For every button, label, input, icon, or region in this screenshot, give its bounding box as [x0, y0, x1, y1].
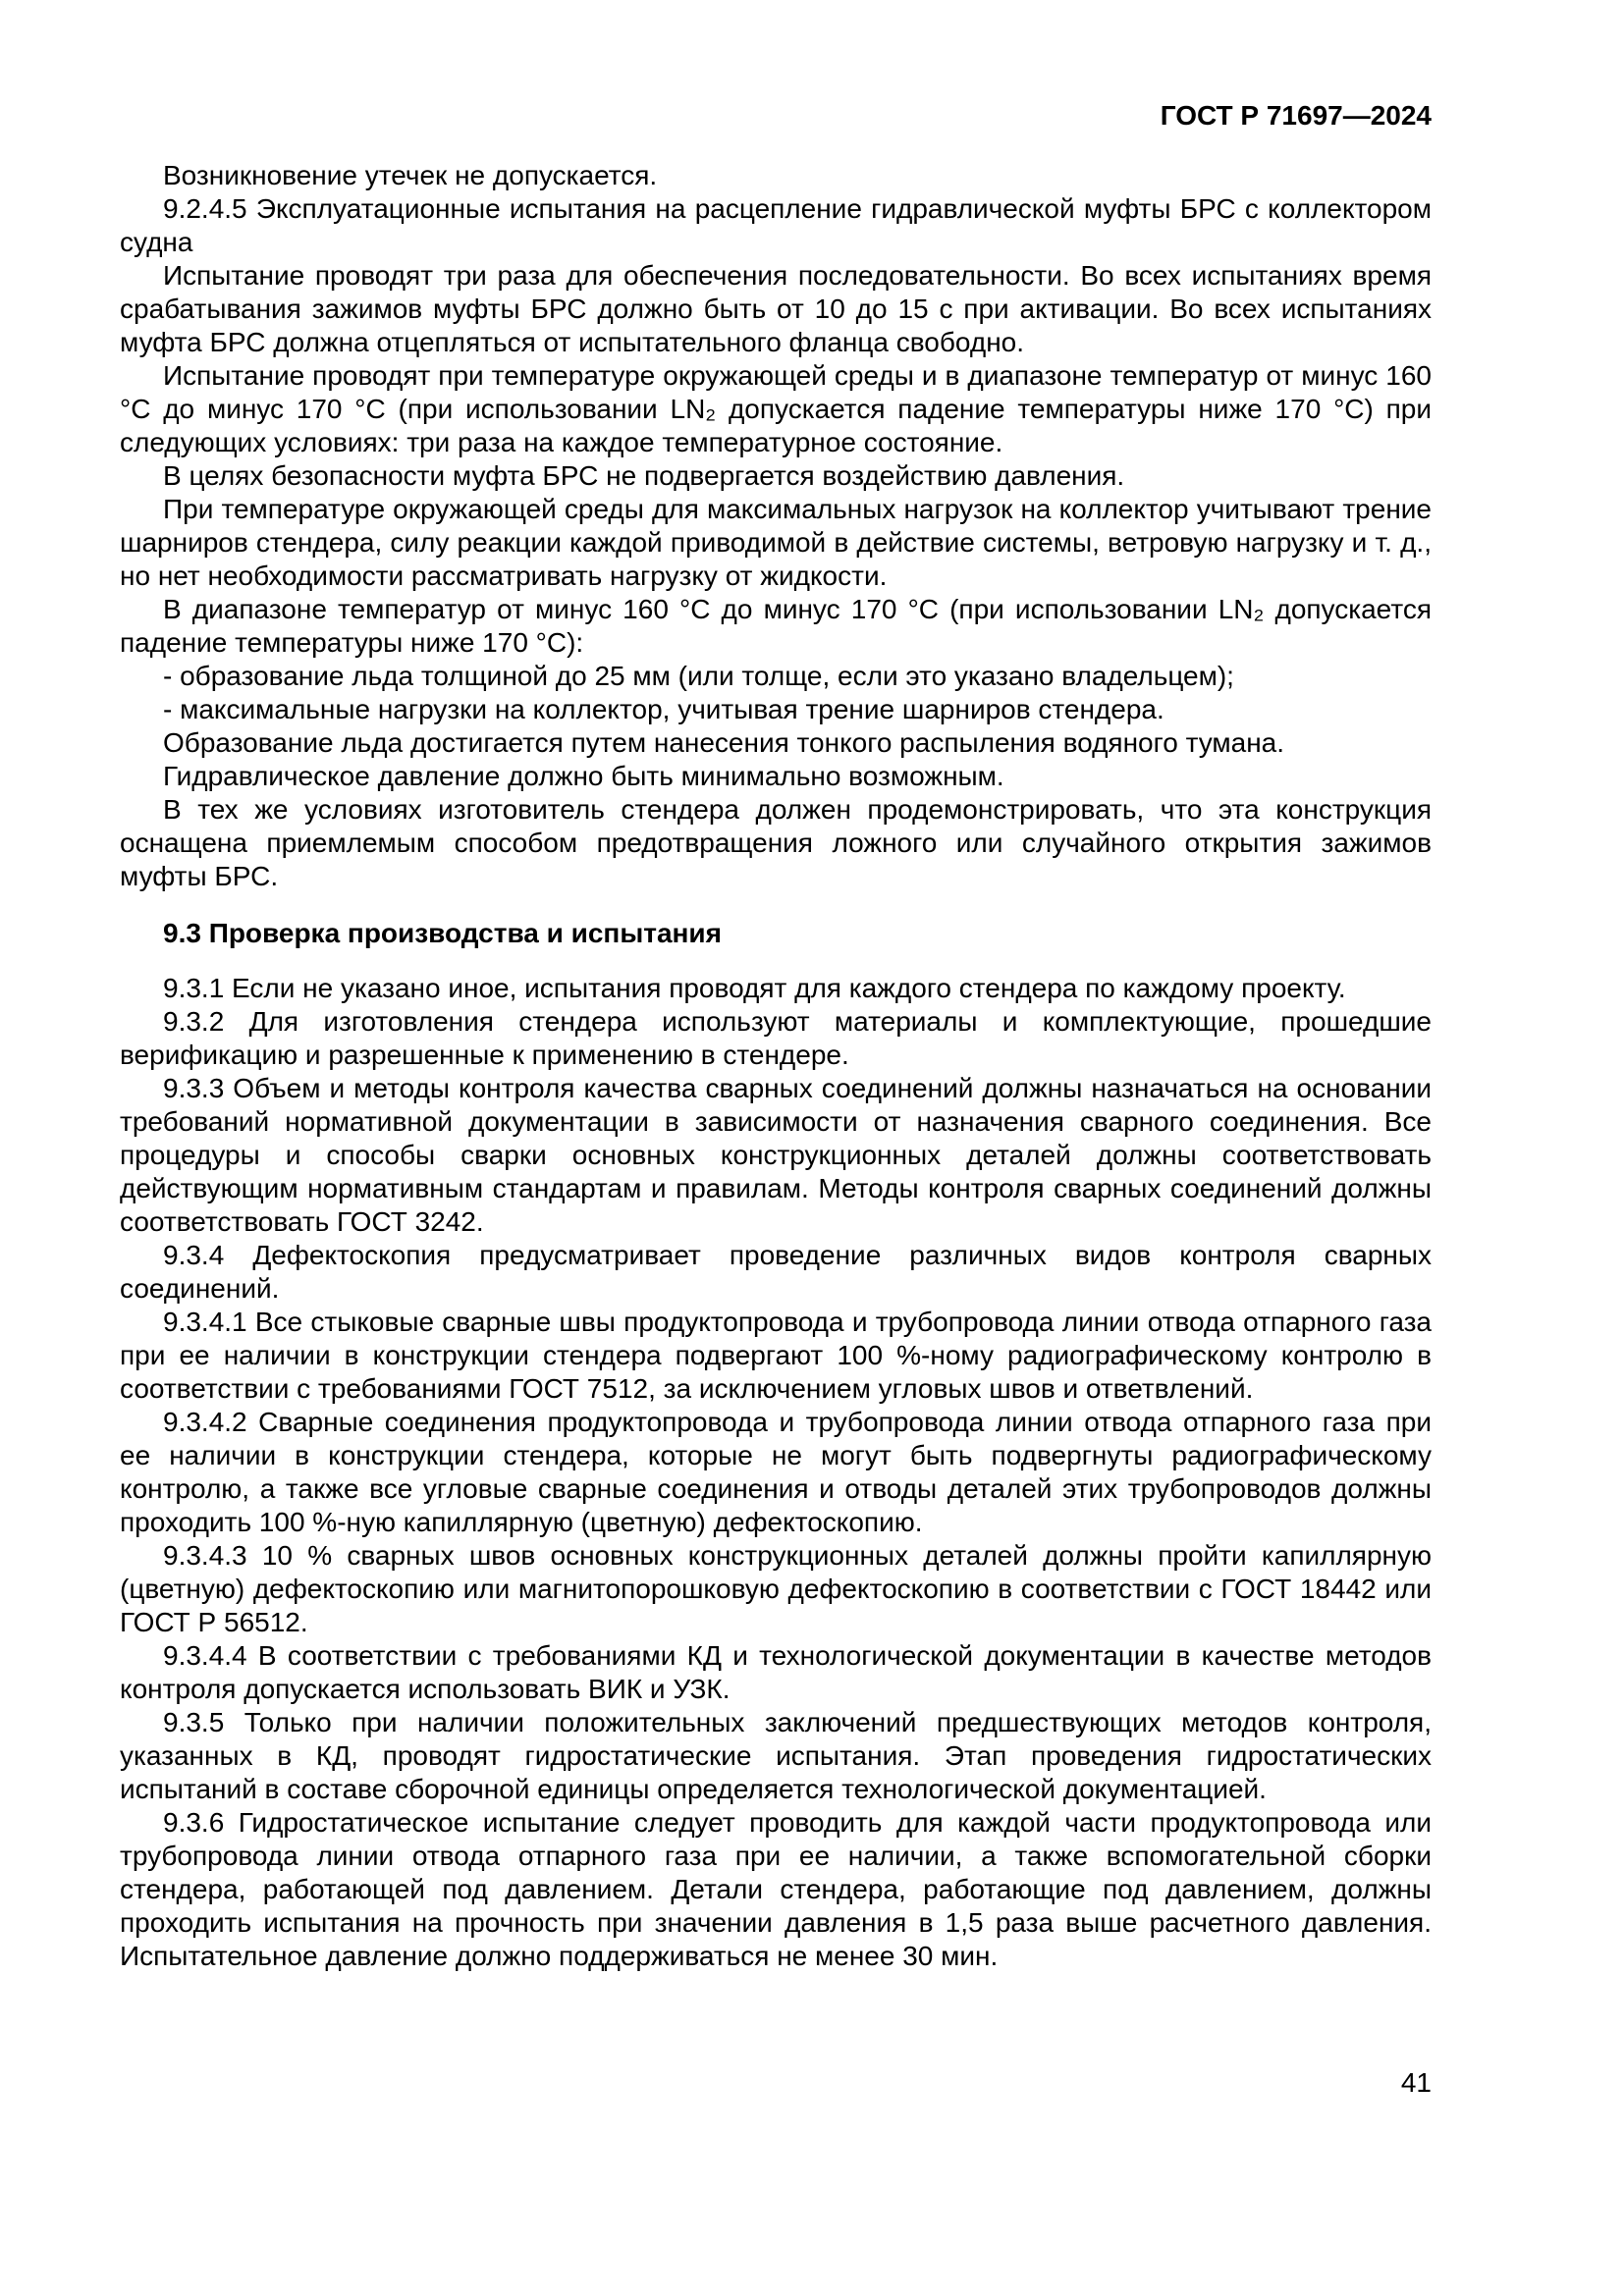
- page-number: 41: [1400, 2067, 1432, 2098]
- paragraph: В тех же условиях изготовитель стендера должен продемонстрировать, что эта конструкция оснащена приемлемым способом предотвращения ложного или случайного открытия зажимов муфты БРС.: [120, 794, 1432, 891]
- paragraph: Испытание проводят три раза для обеспечения последовательности. Во всех испытаниях время срабатывания зажимов муфты БРС должно быть от 10 до 15 с при активации. Во всех испытаниях муфта БРС должна отцепляться от испытательного фланца свободно.: [120, 260, 1432, 357]
- paragraph: 9.3.4 Дефектоскопия предусматривает проведение различных видов контроля сварных соединений.: [120, 1240, 1432, 1304]
- paragraph: 9.3.1 Если не указано иное, испытания проводят для каждого стендера по каждому проекту.: [163, 973, 1346, 1003]
- paragraph: В диапазоне температур от минус 160 °С до минус 170 °С (при использовании LN₂ допускается падение температуры ниже 170 °С):: [120, 594, 1432, 658]
- paragraph: 9.3.3 Объем и методы контроля качества сварных соединений должны назначаться на основании требований нормативной документации в зависимости от назначения сварного соединения. Все процедуры и способы сварки основных конструкционных деталей должны соответствовать действующим нормативным стандартам и правилам. Методы контроля сварных соединений должны соответствовать ГОСТ 3242.: [120, 1073, 1432, 1237]
- paragraph: Испытание проводят при температуре окружающей среды и в диапазоне температур от минус 160 °С до минус 170 °С (при использовании LN₂ допускается падение температуры ниже 170 °С) при следующих условиях: три раза на каждое температурное состояние.: [120, 360, 1432, 457]
- doc-code: ГОСТ Р 71697—2024: [1160, 100, 1432, 131]
- paragraph: Образование льда достигается путем нанесения тонкого распыления водяного тумана.: [163, 727, 1285, 758]
- paragraph: В целях безопасности муфта БРС не подвергается воздействию давления.: [163, 460, 1125, 491]
- paragraph: 9.3.4.1 Все стыковые сварные швы продуктопровода и трубопровода линии отвода отпарного газа при ее наличии в конструкции стендера подвергают 100 %-ному радиографическому контролю в соответствии с требованиями ГОСТ 7512, за исключением угловых швов и ответвлений.: [120, 1307, 1432, 1404]
- paragraph: 9.2.4.5 Эксплуатационные испытания на расцепление гидравлической муфты БРС с коллектором судна: [120, 193, 1432, 257]
- paragraph: 9.3.4.3 10 % сварных швов основных конструкционных деталей должны пройти капиллярную (цветную) дефектоскопию или магнитопорошковую дефектоскопию в соответствии с ГОСТ 18442 или ГОСТ Р 56512.: [120, 1540, 1432, 1637]
- paragraph: При температуре окружающей среды для максимальных нагрузок на коллектор учитывают трение шарниров стендера, силу реакции каждой приводимой в действие системы, ветровую нагрузку и т. д., но нет необходимости рассматривать нагрузку от жидкости.: [120, 494, 1432, 591]
- paragraph: 9.3.6 Гидростатическое испытание следует проводить для каждой части продуктопровода или трубопровода линии отвода отпарного газа при ее наличии, а также вспомогательной сборки стендера, работающей под давлением. Детали стендера, работающие под давлением, должны проходить испытания на прочность при значении давления в 1,5 раза выше расчетного давления. Испытательное давление должно поддерживаться не менее 30 мин.: [120, 1807, 1432, 1971]
- paragraph: 9.3.5 Только при наличии положительных заключений предшествующих методов контроля, указанных в КД, проводят гидростатические испытания. Этап проведения гидростатических испытаний в составе сборочной единицы определяется технологической документацией.: [120, 1707, 1432, 1804]
- paragraph: 9.3.4.2 Сварные соединения продуктопровода и трубопровода линии отвода отпарного газа при ее наличии в конструкции стендера, которые не могут быть подвергнуты радиографическому контролю, а также все угловые сварные соединения и отводы деталей этих трубопроводов должны проходить 100 %-ную капиллярную (цветную) дефектоскопию.: [120, 1407, 1432, 1537]
- document-body: [120, 159, 1432, 1973]
- paragraph: 9.3.4.4 В соответствии с требованиями КД и технологической документации в качестве методов контроля допускается использовать ВИК и УЗК.: [120, 1640, 1432, 1704]
- paragraph: Гидравлическое давление должно быть минимально возможным.: [163, 761, 1004, 791]
- list-item: - максимальные нагрузки на коллектор, учитывая трение шарниров стендера.: [163, 694, 1164, 724]
- section-heading: 9.3 Проверка производства и испытания: [163, 918, 722, 948]
- paragraph: 9.3.2 Для изготовления стендера используют материалы и комплектующие, прошедшие верификацию и разрешенные к применению в стендере.: [120, 1006, 1432, 1070]
- paragraph: Возникновение утечек не допускается.: [163, 160, 658, 190]
- doc-header: [120, 100, 1432, 132]
- list-item: - образование льда толщиной до 25 мм (или толще, если это указано владельцем);: [163, 661, 1234, 691]
- text-block: [120, 100, 1432, 1973]
